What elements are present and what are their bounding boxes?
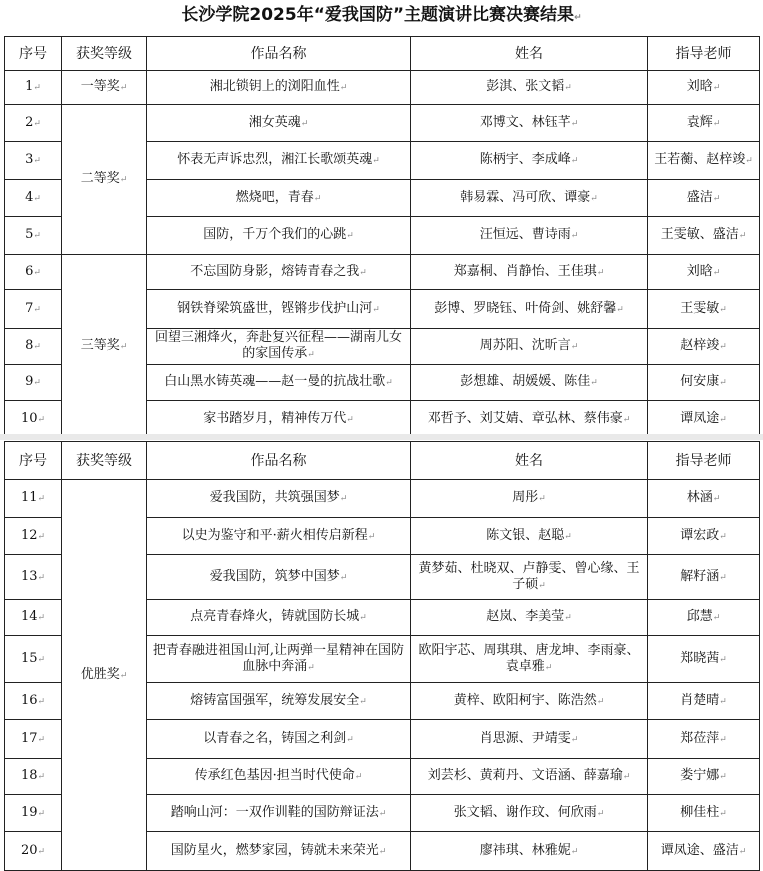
paragraph-mark: ↵ xyxy=(346,231,354,241)
advisor-name-text: 刘晗 xyxy=(686,263,713,279)
advisor-name xyxy=(648,255,760,290)
paragraph-mark: ↵ xyxy=(385,378,393,388)
student-names-text: 彭淇、张文韬 xyxy=(486,79,565,94)
header-teacher xyxy=(648,442,760,480)
student-names xyxy=(411,759,648,795)
work-title-text: 不忘国防身影，熔铸青春之我 xyxy=(190,263,360,279)
work-title-text: 把青春融进祖国山河,让两弹一星精神在国防血脉中奔涌 xyxy=(152,642,405,674)
paragraph-mark: ↵ xyxy=(712,494,721,504)
work-title-text: 家书踏岁月，精神传万代 xyxy=(203,410,347,426)
advisor-name-text: 何安康 xyxy=(680,374,720,389)
paragraph-mark: ↵ xyxy=(346,414,354,425)
row-number xyxy=(5,600,62,636)
paragraph-mark: ↵ xyxy=(307,350,315,360)
advisor-name xyxy=(648,832,760,871)
paragraph-mark: ↵ xyxy=(359,267,367,278)
paragraph-mark: ↵ xyxy=(712,193,721,204)
advisor-name-text: 王若蘅、赵梓竣 xyxy=(654,152,746,167)
results-table-2 xyxy=(4,441,760,871)
paragraph-mark: ↵ xyxy=(622,772,631,782)
header-level-text: 获奖等级 xyxy=(76,452,132,469)
paragraph-mark: ↵ xyxy=(37,414,46,425)
paragraph-mark: ↵ xyxy=(719,654,727,665)
advisor-name xyxy=(648,290,760,329)
work-title-text: 国防，千万个我们的心跳 xyxy=(203,227,347,242)
row-number xyxy=(5,217,62,255)
header-work xyxy=(147,37,411,71)
paragraph-mark: ↵ xyxy=(570,156,579,166)
paragraph-mark: ↵ xyxy=(339,494,348,504)
student-names-text: 陈柄宇、李成峰 xyxy=(479,152,571,167)
paragraph-mark: ↵ xyxy=(119,670,128,681)
paragraph-mark: ↵ xyxy=(37,808,46,819)
header-level xyxy=(62,442,147,480)
student-names-text: 廖祎琪、林雅妮 xyxy=(479,842,571,858)
paragraph-mark: ↵ xyxy=(37,654,46,665)
paragraph-mark: ↵ xyxy=(367,531,376,542)
student-names xyxy=(411,600,648,636)
award-level xyxy=(62,480,147,871)
student-names xyxy=(411,329,648,365)
advisor-name xyxy=(648,329,760,365)
row-number xyxy=(5,71,62,105)
work-title xyxy=(147,180,411,217)
advisor-name-text: 谭凤途、盛洁 xyxy=(660,842,739,858)
paragraph-mark: ↵ xyxy=(33,304,41,315)
advisor-name xyxy=(648,217,760,255)
work-title xyxy=(147,683,411,720)
work-title xyxy=(147,832,411,871)
results-table-1 xyxy=(4,36,760,438)
work-title xyxy=(147,105,411,142)
advisor-name xyxy=(648,365,760,401)
paragraph-mark: ↵ xyxy=(372,304,380,315)
work-title xyxy=(147,71,411,105)
student-names xyxy=(411,365,648,401)
paragraph-mark: ↵ xyxy=(33,231,41,241)
work-title xyxy=(147,142,411,180)
award-level-text: 一等奖 xyxy=(80,79,120,94)
row-number-text: 20 xyxy=(20,842,38,858)
row-number-text: 16 xyxy=(20,692,38,708)
header-names-text: 姓名 xyxy=(515,45,543,62)
paragraph-mark: ↵ xyxy=(570,231,579,241)
header-work-text: 作品名称 xyxy=(250,45,307,62)
document-title xyxy=(0,2,763,31)
header-teacher xyxy=(648,37,760,71)
row-number-text: 9 xyxy=(25,374,34,389)
header-names xyxy=(411,442,648,480)
student-names xyxy=(411,217,648,255)
paragraph-mark: ↵ xyxy=(719,696,727,707)
work-title-text: 湘北锁钥上的浏阳血性 xyxy=(209,79,340,94)
row-number-text: 1 xyxy=(25,79,34,94)
row-number-text: 6 xyxy=(25,263,34,279)
title-text: 长沙学院2025年“爱我国防”主题演讲比赛决赛结果 xyxy=(181,5,575,25)
header-work xyxy=(147,442,411,480)
award-level xyxy=(62,105,147,255)
work-title xyxy=(147,401,411,438)
paragraph-mark: ↵ xyxy=(307,662,315,673)
table-row xyxy=(5,480,760,518)
header-no xyxy=(5,37,62,71)
paragraph-mark: ↵ xyxy=(37,613,46,623)
student-names-text: 黄梓、欧阳柯宇、陈浩然 xyxy=(453,692,597,708)
advisor-name xyxy=(648,600,760,636)
work-title-text: 钢铁脊梁筑盛世，铿锵步伐护山河 xyxy=(177,300,373,316)
header-level-text: 获奖等级 xyxy=(76,45,132,62)
work-title-text: 国防星火，燃梦家园，铸就未来荣光 xyxy=(170,842,379,858)
work-title-text: 爱我国防，共筑强国梦 xyxy=(209,490,340,505)
paragraph-mark: ↵ xyxy=(33,342,41,352)
paragraph-mark: ↵ xyxy=(712,613,721,623)
row-number xyxy=(5,636,62,683)
row-number-text: 5 xyxy=(25,227,34,242)
paragraph-mark: ↵ xyxy=(570,342,579,352)
award-level xyxy=(62,71,147,105)
paragraph-mark: ↵ xyxy=(33,118,41,129)
advisor-name xyxy=(648,180,760,217)
student-names xyxy=(411,180,648,217)
table-1-body xyxy=(5,37,760,438)
award-level xyxy=(62,255,147,438)
header-no xyxy=(5,442,62,480)
work-title xyxy=(147,365,411,401)
paragraph-mark: ↵ xyxy=(564,613,572,623)
paragraph-mark: ↵ xyxy=(719,304,727,315)
row-number xyxy=(5,518,62,555)
work-title xyxy=(147,329,411,365)
advisor-name xyxy=(648,105,760,142)
advisor-name xyxy=(648,636,760,683)
student-names-text: 欧阳宇芯、周琪琪、唐龙坤、李雨豪、袁卓雅 xyxy=(418,642,640,674)
paragraph-mark: ↵ xyxy=(354,772,363,782)
header-row xyxy=(5,37,760,71)
student-names xyxy=(411,105,648,142)
paragraph-mark: ↵ xyxy=(37,734,46,745)
paragraph-mark: ↵ xyxy=(616,304,624,315)
work-title-text: 以青春之名，铸国之利剑 xyxy=(203,730,347,746)
student-names xyxy=(411,683,648,720)
student-names-text: 陈文银、赵聪 xyxy=(486,527,565,543)
paragraph-mark: ↵ xyxy=(712,267,721,278)
student-names-text: 刘芸杉、黄莉丹、文语涵、薛嘉瑜 xyxy=(427,768,623,783)
advisor-name xyxy=(648,401,760,438)
paragraph-mark: ↵ xyxy=(346,734,354,745)
paragraph-mark: ↵ xyxy=(313,193,322,204)
student-names xyxy=(411,71,648,105)
paragraph-mark: ↵ xyxy=(712,83,721,93)
advisor-name xyxy=(648,518,760,555)
paragraph-mark: ↵ xyxy=(339,572,348,583)
paragraph-mark: ↵ xyxy=(544,662,553,673)
student-names-text: 张文韬、谢作玟、何欣雨 xyxy=(453,804,597,820)
advisor-name-text: 邱慧 xyxy=(686,609,713,624)
advisor-name-text: 王雯敏 xyxy=(680,300,720,316)
paragraph-mark: ↵ xyxy=(596,267,605,278)
paragraph-mark: ↵ xyxy=(719,772,727,782)
paragraph-mark: ↵ xyxy=(37,572,46,583)
row-number-text: 19 xyxy=(20,804,38,820)
paragraph-mark: ↵ xyxy=(37,846,46,857)
row-number xyxy=(5,555,62,600)
paragraph-mark: ↵ xyxy=(712,118,721,129)
paragraph-mark: ↵ xyxy=(570,846,579,857)
paragraph-mark: ↵ xyxy=(538,580,546,591)
row-number-text: 13 xyxy=(20,568,38,584)
advisor-name-text: 谭凤途 xyxy=(680,410,720,426)
paragraph-mark: ↵ xyxy=(119,341,128,352)
student-names xyxy=(411,480,648,518)
paragraph-mark: ↵ xyxy=(33,156,41,166)
advisor-name-text: 袁辉 xyxy=(686,114,713,130)
table-row xyxy=(5,71,760,105)
paragraph-mark: ↵ xyxy=(564,83,572,93)
paragraph-mark: ↵ xyxy=(33,378,41,388)
paragraph-mark: ↵ xyxy=(359,613,367,623)
student-names xyxy=(411,518,648,555)
work-title xyxy=(147,795,411,832)
student-names xyxy=(411,255,648,290)
paragraph-mark: ↵ xyxy=(596,808,605,819)
student-names-text: 黄梦茹、杜晓双、卢静雯、曾心缘、王子硕 xyxy=(418,560,640,592)
row-number xyxy=(5,720,62,759)
row-number-text: 8 xyxy=(25,338,34,353)
paragraph-mark: ↵ xyxy=(719,531,727,542)
advisor-name xyxy=(648,720,760,759)
header-names-text: 姓名 xyxy=(515,452,543,469)
work-title xyxy=(147,518,411,555)
paragraph-mark: ↵ xyxy=(359,696,367,707)
header-no-text: 序号 xyxy=(19,45,47,62)
work-title-text: 以史为鉴守和平·薪火相传启新程 xyxy=(181,527,368,543)
paragraph-mark: ↵ xyxy=(719,808,727,819)
advisor-name-text: 解籽涵 xyxy=(680,568,720,584)
work-title-text: 湘女英魂 xyxy=(248,114,301,130)
paragraph-mark: ↵ xyxy=(570,734,579,745)
student-names xyxy=(411,832,648,871)
work-title-text: 传承红色基因·担当时代使命 xyxy=(194,768,355,783)
award-level-text: 二等奖 xyxy=(80,171,120,186)
advisor-name-text: 赵梓竣 xyxy=(680,338,720,353)
paragraph-mark: ↵ xyxy=(33,83,41,93)
paragraph-mark: ↵ xyxy=(538,494,546,504)
advisor-name-text: 王雯敏、盛洁 xyxy=(660,227,739,242)
row-number-text: 15 xyxy=(20,650,38,666)
advisor-name xyxy=(648,142,760,180)
row-number xyxy=(5,759,62,795)
advisor-name-text: 柳佳柱 xyxy=(680,804,720,820)
work-title-text: 怀表无声诉忠烈，湘江长歌颂英魂 xyxy=(177,152,373,167)
student-names-text: 周彤 xyxy=(512,490,539,505)
work-title xyxy=(147,600,411,636)
paragraph-mark: ↵ xyxy=(372,156,380,166)
paragraph-mark: ↵ xyxy=(622,414,631,425)
paragraph-mark: ↵ xyxy=(719,342,727,352)
student-names-text: 邓博文、林钰芊 xyxy=(479,114,571,130)
work-title-text: 踏响山河：一双作训鞋的国防辩证法 xyxy=(170,804,379,820)
paragraph-mark: ↵ xyxy=(378,808,387,819)
student-names xyxy=(411,720,648,759)
paragraph-mark: ↵ xyxy=(378,846,387,857)
row-number-text: 11 xyxy=(20,490,38,505)
paragraph-mark: ↵ xyxy=(300,118,309,129)
work-title xyxy=(147,255,411,290)
paragraph-mark: ↵ xyxy=(119,175,128,185)
advisor-name xyxy=(648,683,760,720)
row-number-text: 17 xyxy=(20,730,38,746)
work-title-text: 白山黑水铸英魂——赵一曼的抗战壮歌 xyxy=(164,374,386,389)
student-names-text: 彭想雄、胡媛媛、陈佳 xyxy=(460,374,591,389)
student-names xyxy=(411,795,648,832)
row-number-text: 14 xyxy=(20,609,38,624)
advisor-name-text: 郑莅萍 xyxy=(680,730,720,746)
work-title-text: 燃烧吧，青春 xyxy=(235,189,314,205)
award-level-text: 优胜奖 xyxy=(80,666,120,682)
paragraph-mark: ↵ xyxy=(37,531,46,542)
advisor-name xyxy=(648,480,760,518)
paragraph-mark: ↵ xyxy=(738,846,747,857)
row-number xyxy=(5,401,62,438)
work-title xyxy=(147,720,411,759)
paragraph-mark: ↵ xyxy=(596,696,605,707)
paragraph-mark: ↵ xyxy=(738,231,747,241)
student-names-text: 赵岚、李美莹 xyxy=(486,609,565,624)
advisor-name xyxy=(648,795,760,832)
paragraph-mark: ↵ xyxy=(33,193,41,204)
work-title xyxy=(147,290,411,329)
work-title-text: 点亮青春烽火，铸就国防长城 xyxy=(190,609,360,624)
student-names-text: 汪恒远、曹诗雨 xyxy=(479,227,571,242)
paragraph-mark: ↵ xyxy=(719,734,727,745)
row-number-text: 2 xyxy=(25,114,34,130)
work-title xyxy=(147,217,411,255)
student-names xyxy=(411,142,648,180)
row-number-text: 18 xyxy=(20,768,38,783)
work-title xyxy=(147,636,411,683)
advisor-name xyxy=(648,71,760,105)
paragraph-mark: ↵ xyxy=(590,378,598,388)
advisor-name-text: 盛洁 xyxy=(686,189,713,205)
paragraph-mark: ↵ xyxy=(574,13,582,23)
row-number xyxy=(5,683,62,720)
page-break xyxy=(0,434,763,440)
paragraph-mark: ↵ xyxy=(570,118,579,129)
advisor-name-text: 林涵 xyxy=(686,490,713,505)
student-names xyxy=(411,636,648,683)
header-no-text: 序号 xyxy=(19,452,47,469)
paragraph-mark: ↵ xyxy=(564,531,572,542)
advisor-name xyxy=(648,555,760,600)
paragraph-mark: ↵ xyxy=(119,83,128,93)
row-number xyxy=(5,105,62,142)
student-names xyxy=(411,290,648,329)
student-names-text: 周苏阳、沈昕言 xyxy=(479,338,571,353)
table-2-body xyxy=(5,442,760,871)
row-number xyxy=(5,329,62,365)
student-names-text: 郑嘉桐、肖静怡、王佳琪 xyxy=(453,263,597,279)
work-title-text: 熔铸富国强军，统筹发展安全 xyxy=(190,692,360,708)
paragraph-mark: ↵ xyxy=(37,772,46,782)
paragraph-mark: ↵ xyxy=(33,267,41,278)
header-teacher-text: 指导老师 xyxy=(675,452,732,469)
paragraph-mark: ↵ xyxy=(719,378,727,388)
advisor-name-text: 刘晗 xyxy=(686,79,713,94)
header-names xyxy=(411,37,648,71)
work-title-text: 回望三湘烽火，奔赴复兴征程——湖南儿女的家国传承 xyxy=(154,330,402,361)
student-names xyxy=(411,401,648,438)
header-level xyxy=(62,37,147,71)
advisor-name xyxy=(648,759,760,795)
row-number-text: 12 xyxy=(20,527,38,543)
advisor-name-text: 娄宁娜 xyxy=(680,768,720,783)
student-names-text: 韩易霖、冯可欣、谭豪 xyxy=(460,189,591,205)
row-number xyxy=(5,290,62,329)
paragraph-mark: ↵ xyxy=(590,193,598,204)
row-number-text: 3 xyxy=(25,152,34,167)
student-names-text: 彭博、罗晓钰、叶倚剑、姚舒馨 xyxy=(434,300,617,316)
advisor-name-text: 肖楚晴 xyxy=(680,692,720,708)
row-number xyxy=(5,480,62,518)
advisor-name-text: 谭宏政 xyxy=(680,527,720,543)
row-number xyxy=(5,832,62,871)
student-names-text: 邓哲予、刘艾婧、章弘林、蔡伟豪 xyxy=(427,410,623,426)
paragraph-mark: ↵ xyxy=(37,494,46,504)
header-teacher-text: 指导老师 xyxy=(675,45,732,62)
row-number xyxy=(5,365,62,401)
row-number-text: 4 xyxy=(25,189,34,205)
student-names-text: 肖思源、尹靖雯 xyxy=(479,730,571,746)
paragraph-mark: ↵ xyxy=(719,414,727,425)
row-number xyxy=(5,142,62,180)
work-title xyxy=(147,480,411,518)
work-title xyxy=(147,759,411,795)
paragraph-mark: ↵ xyxy=(339,83,348,93)
student-names xyxy=(411,555,648,600)
table-row xyxy=(5,105,760,142)
header-row xyxy=(5,442,760,480)
header-work-text: 作品名称 xyxy=(250,452,307,469)
paragraph-mark: ↵ xyxy=(719,572,727,583)
row-number xyxy=(5,255,62,290)
advisor-name-text: 郑晓茜 xyxy=(680,650,720,666)
row-number-text: 7 xyxy=(25,300,34,316)
row-number xyxy=(5,795,62,832)
work-title-text: 爱我国防，筑梦中国梦 xyxy=(209,568,340,584)
row-number xyxy=(5,180,62,217)
paragraph-mark: ↵ xyxy=(37,696,46,707)
row-number-text: 10 xyxy=(20,410,38,426)
table-row xyxy=(5,255,760,290)
paragraph-mark: ↵ xyxy=(745,156,753,166)
work-title xyxy=(147,555,411,600)
award-level-text: 三等奖 xyxy=(80,337,120,353)
